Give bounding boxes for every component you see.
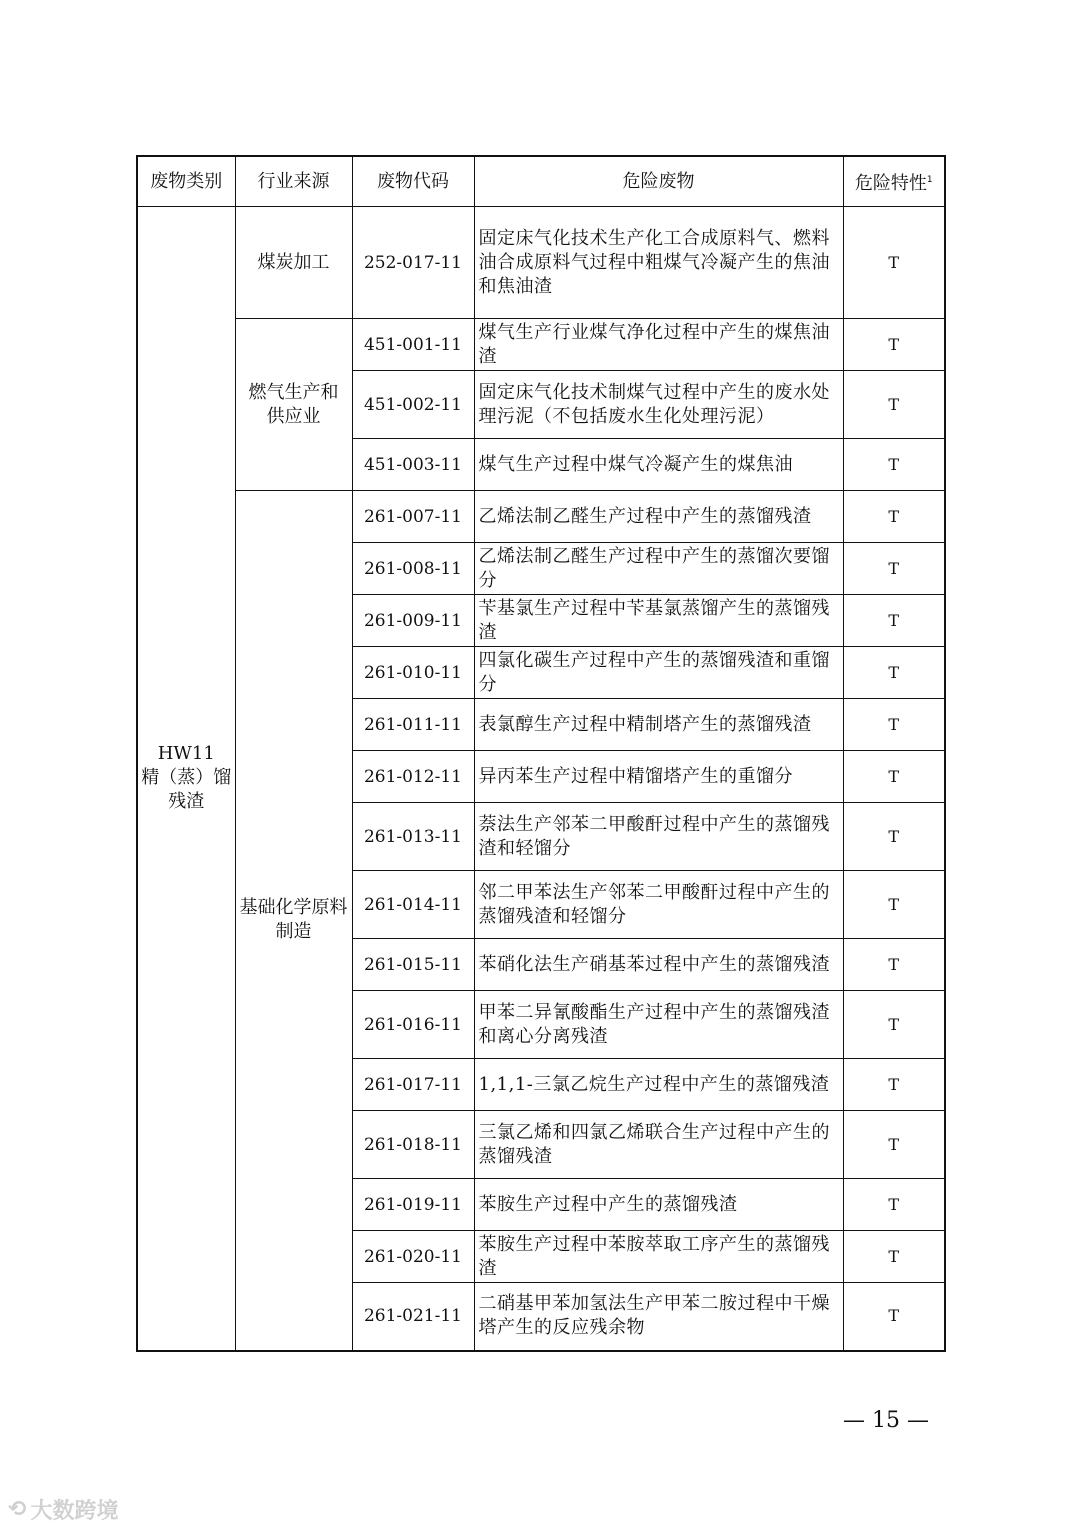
waste-code-cell: 261-019-11 — [352, 1179, 474, 1231]
category-text: 精（蒸）馏 — [141, 767, 232, 789]
hazard-trait-cell: T — [843, 371, 945, 439]
hazard-trait-cell: T — [843, 991, 945, 1059]
hazardous-waste-table — [136, 155, 946, 1352]
hazardous-waste-cell — [474, 699, 843, 751]
hazardous-waste-text: 蒸馏残渣 — [478, 1145, 553, 1167]
hazard-trait-cell: T — [843, 207, 945, 319]
waste-code-cell: 261-021-11 — [352, 1283, 474, 1351]
industry-cell — [235, 207, 352, 319]
waste-code-cell: 451-002-11 — [352, 371, 474, 439]
hazardous-waste-text: 塔产生的反应残余物 — [478, 1317, 645, 1339]
watermark-text: 大数跨境 — [30, 1499, 119, 1524]
category-text: HW11 — [157, 743, 215, 765]
hazard-trait-cell: T — [843, 803, 945, 871]
waste-code-cell: 261-020-11 — [352, 1231, 474, 1283]
hazardous-waste-table-container — [136, 155, 944, 1352]
watermark — [8, 1494, 118, 1525]
header-category: 废物类别 — [137, 156, 235, 207]
watermark-logo-icon: ⟲ — [8, 1497, 27, 1522]
industry-text: 制造 — [275, 921, 312, 943]
hazardous-waste-cell — [474, 939, 843, 991]
waste-code-cell: 261-008-11 — [352, 543, 474, 595]
table-body — [137, 207, 945, 1351]
hazardous-waste-cell — [474, 751, 843, 803]
industry-text: 供应业 — [266, 405, 321, 427]
header-trait — [843, 156, 945, 207]
category-cell — [137, 207, 235, 1351]
hazardous-waste-text: 1,1,1-三氯乙烷生产过程中产生的蒸馏残渣 — [478, 1073, 830, 1095]
hazard-trait-cell: T — [843, 543, 945, 595]
industry-text: 煤炭加工 — [257, 251, 330, 273]
hazardous-waste-cell — [474, 543, 843, 595]
table-row — [137, 207, 945, 319]
hazardous-waste-text: 煤气生产行业煤气净化过程中产生的煤焦油渣 — [478, 321, 830, 367]
hazardous-waste-text: 表氯醇生产过程中精制塔产生的蒸馏残渣 — [478, 713, 812, 735]
hazardous-waste-cell — [474, 647, 843, 699]
hazardous-waste-cell — [474, 803, 843, 871]
waste-code-cell: 261-012-11 — [352, 751, 474, 803]
page-number: — 15 — — [843, 1408, 929, 1433]
hazard-trait-cell: T — [843, 1111, 945, 1179]
hazardous-waste-text: 固定床气化技术生产化工合成原料气、燃料 — [478, 227, 830, 249]
hazardous-waste-cell — [474, 319, 843, 371]
hazardous-waste-text: 渣和轻馏分 — [478, 837, 571, 859]
hazardous-waste-text: 油合成原料气过程中粗煤气冷凝产生的焦油 — [478, 251, 830, 273]
hazardous-waste-cell — [474, 595, 843, 647]
hazardous-waste-text: 苯硝化法生产硝基苯过程中产生的蒸馏残渣 — [478, 953, 830, 975]
hazardous-waste-text: 煤气生产过程中煤气冷凝产生的煤焦油 — [478, 453, 793, 475]
hazardous-waste-cell — [474, 207, 843, 319]
hazardous-waste-cell — [474, 491, 843, 543]
hazard-trait-cell: T — [843, 751, 945, 803]
hazardous-waste-text: 和离心分离残渣 — [478, 1025, 608, 1047]
hazardous-waste-text: 固定床气化技术制煤气过程中产生的废水处 — [478, 381, 830, 403]
hazard-trait-cell: T — [843, 491, 945, 543]
hazardous-waste-cell — [474, 1231, 843, 1283]
hazardous-waste-text: 理污泥（不包括废水生化处理污泥） — [478, 405, 775, 427]
hazardous-waste-text: 三氯乙烯和四氯乙烯联合生产过程中产生的 — [478, 1121, 830, 1143]
hazardous-waste-text: 邻二甲苯法生产邻苯二甲酸酐过程中产生的 — [478, 881, 830, 903]
industry-text: 燃气生产和 — [248, 381, 339, 403]
hazardous-waste-text: 乙烯法制乙醛生产过程中产生的蒸馏残渣 — [478, 505, 812, 527]
waste-code-cell: 451-001-11 — [352, 319, 474, 371]
hazardous-waste-cell — [474, 1179, 843, 1231]
hazardous-waste-text: 四氯化碳生产过程中产生的蒸馏残渣和重馏分 — [478, 649, 830, 695]
hazardous-waste-text: 萘法生产邻苯二甲酸酐过程中产生的蒸馏残 — [478, 813, 830, 835]
waste-code-cell: 261-015-11 — [352, 939, 474, 991]
waste-code-cell: 261-018-11 — [352, 1111, 474, 1179]
hazardous-waste-cell — [474, 871, 843, 939]
header-industry: 行业来源 — [235, 156, 352, 207]
hazard-trait-cell: T — [843, 939, 945, 991]
hazardous-waste-cell — [474, 371, 843, 439]
hazard-trait-cell: T — [843, 1059, 945, 1111]
header-trait-footnote: 1 — [926, 174, 933, 185]
hazardous-waste-cell — [474, 1059, 843, 1111]
hazardous-waste-text: 甲苯二异氰酸酯生产过程中产生的蒸馏残渣 — [478, 1001, 830, 1023]
industry-cell — [235, 319, 352, 491]
hazardous-waste-text: 苯胺生产过程中产生的蒸馏残渣 — [478, 1193, 738, 1215]
waste-code-cell: 261-007-11 — [352, 491, 474, 543]
hazard-trait-cell: T — [843, 1283, 945, 1351]
waste-code-cell: 252-017-11 — [352, 207, 474, 319]
hazard-trait-cell: T — [843, 647, 945, 699]
waste-code-cell: 261-014-11 — [352, 871, 474, 939]
hazardous-waste-cell — [474, 1111, 843, 1179]
table-header-row — [137, 156, 945, 207]
hazard-trait-cell: T — [843, 871, 945, 939]
hazardous-waste-text: 二硝基甲苯加氢法生产甲苯二胺过程中干燥 — [478, 1293, 830, 1315]
waste-code-cell: 261-017-11 — [352, 1059, 474, 1111]
waste-code-cell: 261-016-11 — [352, 991, 474, 1059]
table-row — [137, 319, 945, 371]
header-trait-label: 危险特性 — [854, 172, 927, 194]
hazard-trait-cell: T — [843, 1231, 945, 1283]
waste-code-cell: 261-009-11 — [352, 595, 474, 647]
hazard-trait-cell: T — [843, 319, 945, 371]
table-row — [137, 491, 945, 543]
hazardous-waste-text: 和焦油渣 — [478, 275, 553, 297]
header-waste: 危险废物 — [474, 156, 843, 207]
hazard-trait-cell: T — [843, 1179, 945, 1231]
hazardous-waste-text: 苯胺生产过程中苯胺萃取工序产生的蒸馏残渣 — [478, 1233, 830, 1279]
waste-code-cell: 261-010-11 — [352, 647, 474, 699]
hazardous-waste-cell — [474, 991, 843, 1059]
hazardous-waste-text: 乙烯法制乙醛生产过程中产生的蒸馏次要馏分 — [478, 545, 830, 591]
waste-code-cell: 261-011-11 — [352, 699, 474, 751]
header-code: 废物代码 — [352, 156, 474, 207]
industry-cell — [235, 491, 352, 1351]
hazardous-waste-text: 异丙苯生产过程中精馏塔产生的重馏分 — [478, 765, 793, 787]
hazard-trait-cell: T — [843, 699, 945, 751]
industry-text: 基础化学原料 — [239, 897, 348, 919]
hazardous-waste-text: 蒸馏残渣和轻馏分 — [478, 905, 627, 927]
waste-code-cell: 451-003-11 — [352, 439, 474, 491]
hazardous-waste-cell — [474, 439, 843, 491]
category-text: 残渣 — [168, 791, 205, 813]
hazard-trait-cell: T — [843, 439, 945, 491]
hazardous-waste-text: 苄基氯生产过程中苄基氯蒸馏产生的蒸馏残渣 — [478, 597, 830, 643]
waste-code-cell: 261-013-11 — [352, 803, 474, 871]
hazardous-waste-cell — [474, 1283, 843, 1351]
hazard-trait-cell: T — [843, 595, 945, 647]
